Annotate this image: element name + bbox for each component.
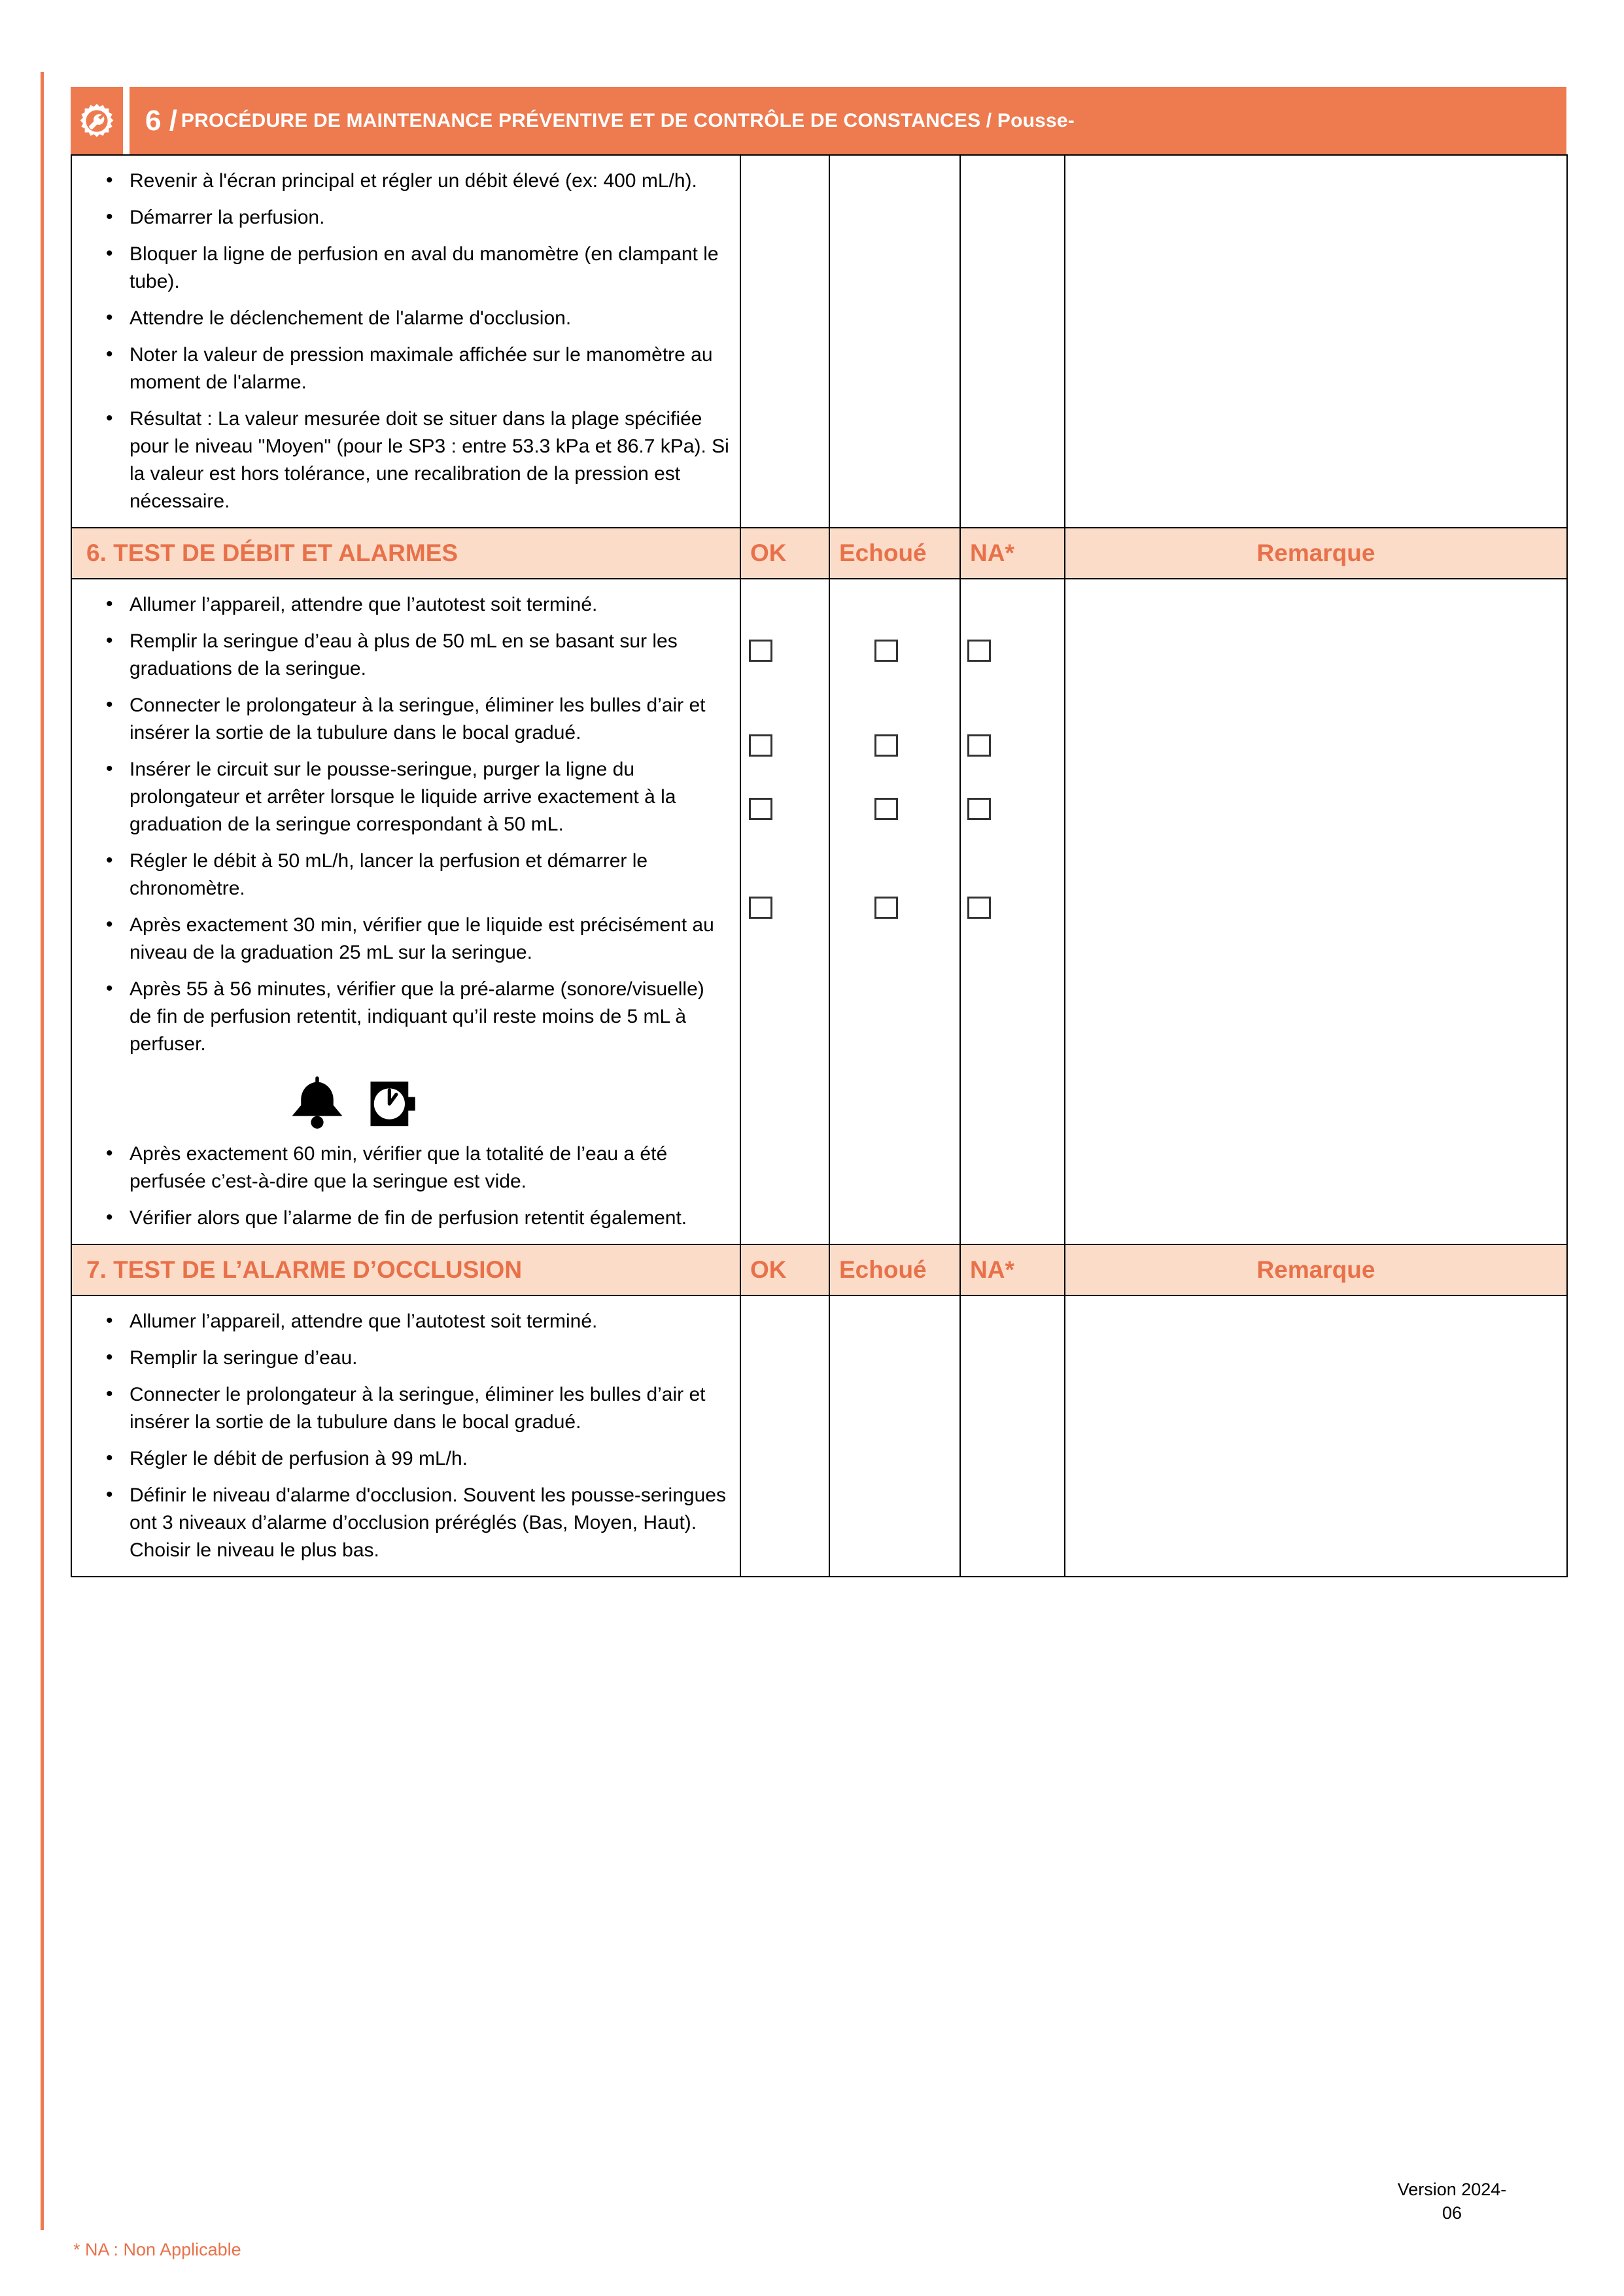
- list-item: • Définir le niveau d'alarme d'occlusion. Souvent les pousse-seringues ont 3 niveaux d’alarme d’occlusion préréglés (Bas, Moyen, Haut). Choisir le niveau le plus bas.: [102, 1482, 731, 1564]
- list-item: • Connecter le prolongateur à la seringue, éliminer les bulles d’air et insérer la sortie de la tubulure dans le bocal gradué.: [102, 692, 731, 747]
- table-row: [71, 579, 1567, 1244]
- cell-ok[interactable]: [740, 1295, 829, 1577]
- checkbox-na-1[interactable]: [967, 640, 991, 662]
- list-item: • Résultat : La valeur mesurée doit se situer dans la plage spécifiée pour le niveau "Moyen" (pour le SP3 : entre 53.3 kPa et 86.7 kPa). Si la valeur est hors tolérance, une recalibration de la pression est nécessaire.: [102, 405, 731, 515]
- list-item: • Démarrer la perfusion.: [102, 204, 731, 231]
- version-line-1: Version 2024-: [1397, 2180, 1507, 2199]
- list-item: • Revenir à l'écran principal et régler un débit élevé (ex: 400 mL/h).: [102, 167, 731, 195]
- list-item: • Régler le débit à 50 mL/h, lancer la perfusion et démarrer le chronomètre.: [102, 848, 731, 902]
- section-header-row-6: [71, 528, 1567, 579]
- column-header-na: NA*: [970, 1256, 1014, 1283]
- cell-description: [71, 1295, 740, 1577]
- list-item: • Noter la valeur de pression maximale affichée sur le manomètre au moment de l'alarme.: [102, 341, 731, 396]
- cell-ok[interactable]: [740, 155, 829, 528]
- bell-icon: [288, 1074, 347, 1131]
- list-item: • Allumer l’appareil, attendre que l’autotest soit terminé.: [102, 591, 731, 619]
- cell-description: [71, 155, 740, 528]
- section-6-failed-header: [829, 528, 960, 579]
- cell-na[interactable]: [960, 579, 1065, 1244]
- cell-failed[interactable]: [829, 579, 960, 1244]
- checkbox-na-4[interactable]: [967, 897, 991, 919]
- column-header-remark: Remarque: [1256, 540, 1375, 566]
- cell-na[interactable]: [960, 155, 1065, 528]
- column-header-ok: OK: [750, 540, 787, 566]
- cell-description: [71, 579, 740, 1244]
- section-6-title: 6. TEST DE DÉBIT ET ALARMES: [86, 540, 458, 566]
- section-6-ok-header: [740, 528, 829, 579]
- section-6-na-header: [960, 528, 1065, 579]
- cell-remark[interactable]: [1065, 579, 1567, 1244]
- list-item: • Allumer l’appareil, attendre que l’autotest soit terminé.: [102, 1308, 731, 1335]
- section-7-title-cell: [71, 1244, 740, 1295]
- alarm-icons-row: [72, 1070, 740, 1138]
- list-item: • Après 55 à 56 minutes, vérifier que la pré-alarme (sonore/visuelle) de fin de perfusion retentit, indiquant qu’il reste moins de 5 mL à perfuser.: [102, 976, 731, 1058]
- cell-na[interactable]: [960, 1295, 1065, 1577]
- table-row: [71, 155, 1567, 528]
- na-footnote: * NA : Non Applicable: [73, 2240, 241, 2259]
- left-accent-rule: [41, 72, 44, 2230]
- section-6-remark-header: [1065, 528, 1567, 579]
- bullet-list-section-7: [72, 1296, 740, 1576]
- timer-icon: [364, 1076, 419, 1131]
- list-item: • Après exactement 30 min, vérifier que le liquide est précisément au niveau de la graduation 25 mL sur la seringue.: [102, 912, 731, 967]
- section-header-row-7: [71, 1244, 1567, 1295]
- checkbox-ok-1[interactable]: [749, 640, 772, 662]
- cell-remark[interactable]: [1065, 1295, 1567, 1577]
- header-title-text: PROCÉDURE DE MAINTENANCE PRÉVENTIVE ET DE CONTRÔLE DE CONSTANCES / Pousse-: [181, 109, 1075, 131]
- version-label: [1377, 2178, 1527, 2225]
- checkbox-ok-2[interactable]: [749, 734, 772, 757]
- table-row: [71, 1295, 1567, 1577]
- header-section-number: 6 /: [145, 104, 177, 137]
- section-7-na-header: [960, 1244, 1065, 1295]
- list-item: • Attendre le déclenchement de l'alarme d'occlusion.: [102, 305, 731, 332]
- column-header-remark: Remarque: [1256, 1256, 1375, 1283]
- bullet-list-section-6: [72, 579, 740, 1070]
- list-item: • Régler le débit de perfusion à 99 mL/h.: [102, 1445, 731, 1473]
- header-title-bar: [130, 87, 1566, 154]
- column-header-failed: Echoué: [839, 540, 927, 566]
- list-item: • Remplir la seringue d’eau.: [102, 1345, 731, 1372]
- section-6-title-cell: [71, 528, 740, 579]
- list-item: • Vérifier alors que l’alarme de fin de perfusion retentit également.: [102, 1205, 731, 1232]
- list-item: • Remplir la seringue d’eau à plus de 50 mL en se basant sur les graduations de la seringue.: [102, 628, 731, 683]
- header-icon-cell: [71, 87, 123, 154]
- section-7-remark-header: [1065, 1244, 1567, 1295]
- bullet-list-pressure-test: [72, 156, 740, 527]
- checkbox-na-2[interactable]: [967, 734, 991, 757]
- checkbox-ok-3[interactable]: [749, 798, 772, 820]
- cell-failed[interactable]: [829, 1295, 960, 1577]
- section-7-title: 7. TEST DE L’ALARME D’OCCLUSION: [86, 1256, 523, 1283]
- list-item: • Bloquer la ligne de perfusion en aval du manomètre (en clampant le tube).: [102, 241, 731, 296]
- cell-remark[interactable]: [1065, 155, 1567, 528]
- checkbox-na-3[interactable]: [967, 798, 991, 820]
- column-header-ok: OK: [750, 1256, 787, 1283]
- checkbox-failed-1[interactable]: [874, 640, 898, 662]
- gear-wrench-icon: [78, 103, 115, 139]
- checkbox-failed-2[interactable]: [874, 734, 898, 757]
- bullet-list-section-6-after: [72, 1138, 740, 1244]
- page-header-banner: [71, 87, 1566, 154]
- list-item: • Insérer le circuit sur le pousse-seringue, purger la ligne du prolongateur et arrêter lorsque le liquide arrive exactement à la graduation de la seringue correspondant à 50 mL.: [102, 756, 731, 838]
- cell-failed[interactable]: [829, 155, 960, 528]
- checkbox-failed-4[interactable]: [874, 897, 898, 919]
- list-item: • Après exactement 60 min, vérifier que la totalité de l’eau a été perfusée c’est-à-dire que la seringue est vide.: [102, 1140, 731, 1195]
- column-header-na: NA*: [970, 540, 1014, 566]
- header-divider: [123, 87, 130, 154]
- section-7-failed-header: [829, 1244, 960, 1295]
- section-7-ok-header: [740, 1244, 829, 1295]
- column-header-failed: Echoué: [839, 1256, 927, 1283]
- version-line-2: 06: [1442, 2203, 1462, 2223]
- cell-ok[interactable]: [740, 579, 829, 1244]
- checkbox-ok-4[interactable]: [749, 897, 772, 919]
- checkbox-failed-3[interactable]: [874, 798, 898, 820]
- list-item: • Connecter le prolongateur à la seringue, éliminer les bulles d’air et insérer la sortie de la tubulure dans le bocal gradué.: [102, 1381, 731, 1436]
- checklist-table: [71, 154, 1568, 1577]
